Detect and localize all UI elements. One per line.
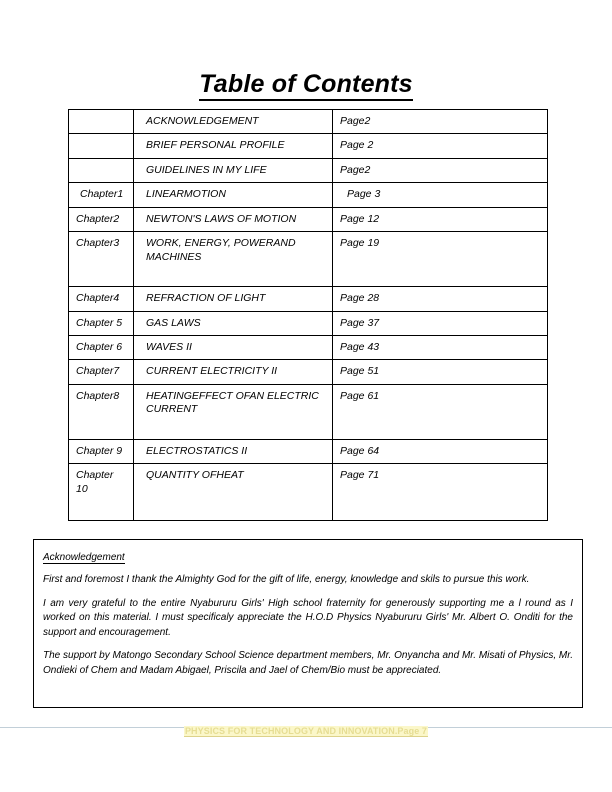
toc-topic-cell: ELECTROSTATICS II [134,439,333,463]
acknowledgement-paragraph: The support by Matongo Secondary School Science department members, Mr. Onyancha and Mr. Misati of Physics, Mr. Ondieki of Chem and Madam Abigael, Priscila and Jael of Chem/Bio must be appreciated. [43,650,573,676]
toc-page-cell: Page2 [333,158,548,182]
acknowledgement-paragraph: I am very grateful to the entire Nyabururu Girls' High school fraternity for generously supporting me a l round as I worked on this material. I must specificaly appreciate the H.O.D Physics Nyabururu Girls' Mr. Albert O. Onditi for the support and encouragement. [43,597,573,638]
toc-topic-cell: BRIEF PERSONAL PROFILE [134,134,333,158]
page-title-text: Table of Contents [199,70,413,101]
toc-topic-cell: LINEARMOTION [134,183,333,207]
toc-page-cell: Page 12 [333,207,548,231]
toc-page-cell: Page 28 [333,287,548,311]
toc-chapter-cell: Chapter 5 [69,311,134,335]
table-row [69,360,548,384]
toc-topic-cell: ACKNOWLEDGEMENT [134,110,333,134]
toc-topic-cell: QUANTITY OFHEAT [134,464,333,521]
toc-chapter-cell: Chapter7 [69,360,134,384]
toc-page-cell: Page 43 [333,335,548,359]
toc-page-cell: Page 51 [333,360,548,384]
toc-page-cell: Page 2 [333,134,548,158]
table-row [69,335,548,359]
table-row [69,287,548,311]
toc-page-cell: Page2 [333,110,548,134]
acknowledgement-box [33,539,583,708]
toc-topic-cell: WAVES II [134,335,333,359]
toc-chapter-cell: Chapter 6 [69,335,134,359]
acknowledgement-heading: Acknowledgement [43,552,125,563]
toc-chapter-cell: Chapter 10 [69,464,134,521]
footer-text: PHYSICS FOR TECHNOLOGY AND INNOVATION.Page 7 [184,726,428,736]
toc-page-cell: Page 19 [333,232,548,287]
toc-topic-cell: GAS LAWS [134,311,333,335]
toc-page-cell: Page 64 [333,439,548,463]
table-row [69,311,548,335]
table-row [69,183,548,207]
toc-chapter-cell: Chapter1 [69,183,134,207]
toc-topic-cell: CURRENT ELECTRICITY II [134,360,333,384]
table-row [69,110,548,134]
acknowledgement-paragraph: First and foremost I thank the Almighty God for the gift of life, energy, knowledge and skils to pursue this work. [43,574,530,585]
table-row [69,207,548,231]
toc-chapter-cell [69,134,134,158]
toc-chapter-cell: Chapter4 [69,287,134,311]
table-row [69,464,548,521]
toc-page-cell: Page 71 [333,464,548,521]
page-footer [0,726,612,736]
table-row [69,134,548,158]
table-of-contents [68,109,548,521]
toc-page-cell: Page 37 [333,311,548,335]
toc-chapter-cell [69,110,134,134]
table-row [69,158,548,182]
toc-topic-cell: WORK, ENERGY, POWERAND MACHINES [134,232,333,287]
toc-chapter-cell: Chapter 9 [69,439,134,463]
table-row [69,439,548,463]
toc-chapter-cell: Chapter8 [69,384,134,439]
toc-topic-cell: GUIDELINES IN MY LIFE [134,158,333,182]
table-row [69,232,548,287]
toc-topic-cell: HEATINGEFFECT OFAN ELECTRIC CURRENT [134,384,333,439]
toc-topic-cell: NEWTON'S LAWS OF MOTION [134,207,333,231]
toc-chapter-cell: Chapter3 [69,232,134,287]
toc-page-cell: Page 61 [333,384,548,439]
table-row [69,384,548,439]
toc-chapter-cell [69,158,134,182]
page-title [0,70,612,99]
toc-page-cell: Page 3 [333,183,548,207]
toc-chapter-cell: Chapter2 [69,207,134,231]
toc-topic-cell: REFRACTION OF LIGHT [134,287,333,311]
